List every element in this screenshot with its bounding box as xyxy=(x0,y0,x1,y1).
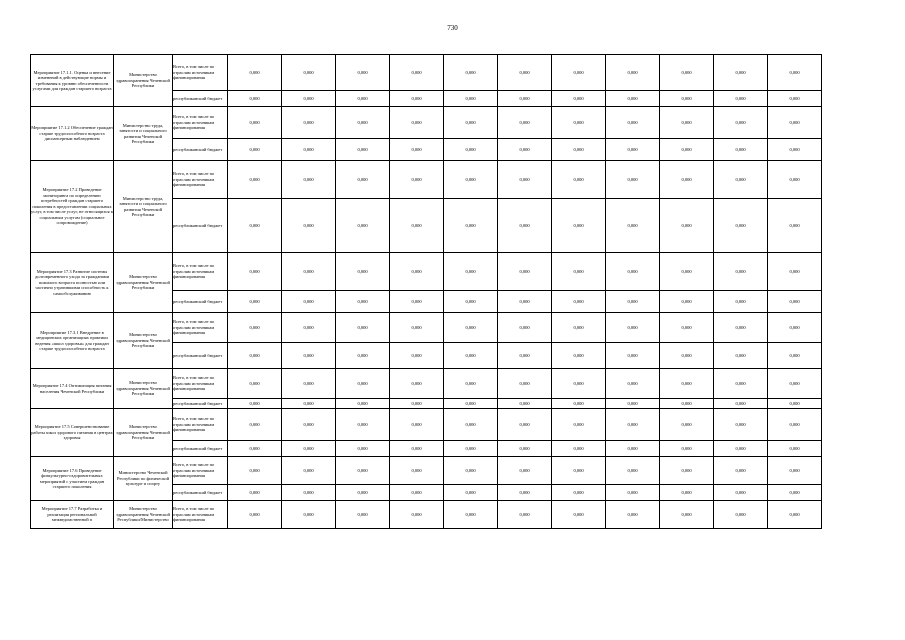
value-cell: 0,000 xyxy=(390,55,444,91)
value-cell: 0,000 xyxy=(552,291,606,313)
value-cell: 0,000 xyxy=(336,291,390,313)
value-cell: 0,000 xyxy=(660,291,714,313)
value-cell: 0,000 xyxy=(606,399,660,409)
value-cell: 0,000 xyxy=(660,139,714,161)
value-cell: 0,000 xyxy=(660,441,714,457)
executor-cell: Министерство Чеченской Республики по физической культуре и спорту xyxy=(114,457,173,501)
value-cell: 0,000 xyxy=(228,457,282,485)
value-cell: 0,000 xyxy=(390,501,444,529)
value-cell: 0,000 xyxy=(336,485,390,501)
budget-table xyxy=(30,54,822,529)
value-cell: 0,000 xyxy=(390,399,444,409)
value-cell: 0,000 xyxy=(606,107,660,139)
value-cell: 0,000 xyxy=(714,291,768,313)
value-cell: 0,000 xyxy=(606,343,660,369)
value-cell: 0,000 xyxy=(390,91,444,107)
executor-cell: Министерство здравоохранения Чеченской Республики xyxy=(114,313,173,369)
source-total-cell: Всего, в том числе по отраслям источникам финансирования xyxy=(173,107,228,139)
value-cell: 0,000 xyxy=(552,139,606,161)
value-cell: 0,000 xyxy=(498,369,552,399)
value-cell: 0,000 xyxy=(498,199,552,253)
value-cell: 0,000 xyxy=(390,313,444,343)
value-cell: 0,000 xyxy=(660,399,714,409)
source-total-cell: Всего, в том числе по отраслям источникам финансирования xyxy=(173,55,228,91)
table-row xyxy=(31,253,822,291)
value-cell: 0,000 xyxy=(552,409,606,441)
executor-cell: Министерство здравоохранения Чеченской Республики xyxy=(114,253,173,313)
value-cell: 0,000 xyxy=(714,161,768,199)
source-republic-cell: республиканский бюджет xyxy=(173,441,228,457)
value-cell: 0,000 xyxy=(336,313,390,343)
value-cell: 0,000 xyxy=(228,91,282,107)
value-cell: 0,000 xyxy=(606,161,660,199)
value-cell: 0,000 xyxy=(228,139,282,161)
value-cell: 0,000 xyxy=(390,485,444,501)
value-cell: 0,000 xyxy=(444,253,498,291)
table-row xyxy=(31,369,822,399)
source-republic-cell: республиканский бюджет xyxy=(173,199,228,253)
value-cell: 0,000 xyxy=(228,485,282,501)
executor-cell: Министерство здравоохранения Чеченской Республики xyxy=(114,55,173,107)
value-cell: 0,000 xyxy=(606,313,660,343)
value-cell: 0,000 xyxy=(768,55,822,91)
value-cell: 0,000 xyxy=(444,457,498,485)
value-cell: 0,000 xyxy=(498,291,552,313)
value-cell: 0,000 xyxy=(714,399,768,409)
value-cell: 0,000 xyxy=(606,139,660,161)
table-row xyxy=(31,161,822,199)
value-cell: 0,000 xyxy=(498,441,552,457)
value-cell: 0,000 xyxy=(336,409,390,441)
value-cell: 0,000 xyxy=(282,485,336,501)
value-cell: 0,000 xyxy=(768,485,822,501)
value-cell: 0,000 xyxy=(498,409,552,441)
value-cell: 0,000 xyxy=(444,501,498,529)
value-cell: 0,000 xyxy=(552,313,606,343)
value-cell: 0,000 xyxy=(714,139,768,161)
table-row xyxy=(31,313,822,343)
value-cell: 0,000 xyxy=(282,139,336,161)
value-cell: 0,000 xyxy=(552,253,606,291)
value-cell: 0,000 xyxy=(444,199,498,253)
value-cell: 0,000 xyxy=(714,107,768,139)
source-total-cell: Всего, в том числе по отраслям источникам финансирования xyxy=(173,313,228,343)
value-cell: 0,000 xyxy=(552,199,606,253)
value-cell: 0,000 xyxy=(444,55,498,91)
value-cell: 0,000 xyxy=(714,409,768,441)
value-cell: 0,000 xyxy=(390,253,444,291)
value-cell: 0,000 xyxy=(714,253,768,291)
value-cell: 0,000 xyxy=(498,485,552,501)
value-cell: 0,000 xyxy=(660,343,714,369)
value-cell: 0,000 xyxy=(282,399,336,409)
value-cell: 0,000 xyxy=(498,253,552,291)
source-total-cell: Всего, в том числе по отраслям источникам финансирования xyxy=(173,253,228,291)
value-cell: 0,000 xyxy=(444,409,498,441)
value-cell: 0,000 xyxy=(552,501,606,529)
value-cell: 0,000 xyxy=(498,91,552,107)
value-cell: 0,000 xyxy=(606,253,660,291)
value-cell: 0,000 xyxy=(606,291,660,313)
value-cell: 0,000 xyxy=(228,199,282,253)
value-cell: 0,000 xyxy=(282,501,336,529)
value-cell: 0,000 xyxy=(444,369,498,399)
value-cell: 0,000 xyxy=(282,457,336,485)
value-cell: 0,000 xyxy=(228,409,282,441)
value-cell: 0,000 xyxy=(228,399,282,409)
value-cell: 0,000 xyxy=(390,457,444,485)
value-cell: 0,000 xyxy=(714,55,768,91)
value-cell: 0,000 xyxy=(228,55,282,91)
value-cell: 0,000 xyxy=(228,369,282,399)
source-total-cell: Всего, в том числе по отраслям источникам финансирования xyxy=(173,457,228,485)
value-cell: 0,000 xyxy=(552,91,606,107)
measure-cell: Мероприятие 17.1.1. Оценка и внесение изменений в действующие нормы и требования к уровню обеспеченности услугами для граждан старшего возраста xyxy=(31,55,114,107)
value-cell: 0,000 xyxy=(606,441,660,457)
value-cell: 0,000 xyxy=(714,199,768,253)
value-cell: 0,000 xyxy=(390,441,444,457)
value-cell: 0,000 xyxy=(498,399,552,409)
value-cell: 0,000 xyxy=(390,291,444,313)
value-cell: 0,000 xyxy=(768,199,822,253)
value-cell: 0,000 xyxy=(282,441,336,457)
executor-cell: Министерство труда, занятости и социального развития Чеченской Республики xyxy=(114,161,173,253)
source-republic-cell: республиканский бюджет xyxy=(173,399,228,409)
measure-cell: Мероприятие 17.2 Проведение мониторинга по определению потребностей граждан старшего поколения в предоставлении социальных услуг, в том числе услуг, не относящихся к социальным услугам (социальное сопровождение) xyxy=(31,161,114,253)
value-cell: 0,000 xyxy=(282,313,336,343)
measure-cell: Мероприятие 17.5 Совершенствование работы школ здорового питания в центрах здоровья xyxy=(31,409,114,457)
value-cell: 0,000 xyxy=(606,369,660,399)
value-cell: 0,000 xyxy=(552,369,606,399)
source-total-cell: Всего, в том числе по отраслям источникам финансирования xyxy=(173,409,228,441)
value-cell: 0,000 xyxy=(444,107,498,139)
source-republic-cell: республиканский бюджет xyxy=(173,291,228,313)
value-cell: 0,000 xyxy=(498,343,552,369)
value-cell: 0,000 xyxy=(282,369,336,399)
value-cell: 0,000 xyxy=(660,161,714,199)
value-cell: 0,000 xyxy=(444,485,498,501)
value-cell: 0,000 xyxy=(660,91,714,107)
value-cell: 0,000 xyxy=(552,457,606,485)
value-cell: 0,000 xyxy=(552,107,606,139)
table-row xyxy=(31,107,822,139)
source-total-cell: Всего, в том числе по отраслям источникам финансирования xyxy=(173,369,228,399)
measure-cell: Мероприятие 17.3 Развитие системы долговременного ухода за гражданами пожилого возраста полностью или частично утратившими способность к самообслуживанию xyxy=(31,253,114,313)
table-row xyxy=(31,55,822,91)
source-total-cell: Всего, в том числе по отраслям источникам финансирования xyxy=(173,161,228,199)
value-cell: 0,000 xyxy=(606,91,660,107)
measure-cell: Мероприятие 17.1.2 Обеспечение граждан старше трудоспособного возраста диспансерным наблюдением xyxy=(31,107,114,161)
value-cell: 0,000 xyxy=(768,91,822,107)
value-cell: 0,000 xyxy=(768,253,822,291)
value-cell: 0,000 xyxy=(606,55,660,91)
source-republic-cell: республиканский бюджет xyxy=(173,485,228,501)
value-cell: 0,000 xyxy=(660,457,714,485)
table-row xyxy=(31,501,822,529)
value-cell: 0,000 xyxy=(444,343,498,369)
value-cell: 0,000 xyxy=(336,199,390,253)
value-cell: 0,000 xyxy=(498,457,552,485)
value-cell: 0,000 xyxy=(336,369,390,399)
source-total-cell: Всего, в том числе по отраслям источникам финансирования xyxy=(173,501,228,529)
table-row xyxy=(31,409,822,441)
table-row xyxy=(31,457,822,485)
value-cell: 0,000 xyxy=(336,343,390,369)
value-cell: 0,000 xyxy=(660,253,714,291)
value-cell: 0,000 xyxy=(228,253,282,291)
value-cell: 0,000 xyxy=(660,485,714,501)
value-cell: 0,000 xyxy=(390,343,444,369)
value-cell: 0,000 xyxy=(498,501,552,529)
value-cell: 0,000 xyxy=(336,253,390,291)
value-cell: 0,000 xyxy=(552,485,606,501)
value-cell: 0,000 xyxy=(606,457,660,485)
value-cell: 0,000 xyxy=(282,91,336,107)
value-cell: 0,000 xyxy=(768,343,822,369)
value-cell: 0,000 xyxy=(660,501,714,529)
value-cell: 0,000 xyxy=(444,139,498,161)
value-cell: 0,000 xyxy=(552,161,606,199)
measure-cell: Мероприятие 17.3.1 Внедрение в медицинских организациях практики ведения «школ здоровья» для граждан старше трудоспособного возраста xyxy=(31,313,114,369)
value-cell: 0,000 xyxy=(228,501,282,529)
value-cell: 0,000 xyxy=(768,161,822,199)
executor-cell: Министерство здравоохранения Чеченской Республики xyxy=(114,409,173,457)
value-cell: 0,000 xyxy=(228,343,282,369)
source-republic-cell: республиканский бюджет xyxy=(173,343,228,369)
value-cell: 0,000 xyxy=(228,313,282,343)
page-number: 730 xyxy=(447,24,458,32)
value-cell: 0,000 xyxy=(444,91,498,107)
value-cell: 0,000 xyxy=(714,91,768,107)
value-cell: 0,000 xyxy=(444,313,498,343)
value-cell: 0,000 xyxy=(606,501,660,529)
executor-cell: Министерство здравоохранения Чеченской Республики/Министерство xyxy=(114,501,173,529)
value-cell: 0,000 xyxy=(228,291,282,313)
value-cell: 0,000 xyxy=(282,409,336,441)
value-cell: 0,000 xyxy=(552,441,606,457)
value-cell: 0,000 xyxy=(660,107,714,139)
value-cell: 0,000 xyxy=(390,107,444,139)
value-cell: 0,000 xyxy=(282,253,336,291)
value-cell: 0,000 xyxy=(714,485,768,501)
value-cell: 0,000 xyxy=(768,107,822,139)
value-cell: 0,000 xyxy=(768,369,822,399)
value-cell: 0,000 xyxy=(336,161,390,199)
value-cell: 0,000 xyxy=(282,161,336,199)
value-cell: 0,000 xyxy=(336,457,390,485)
value-cell: 0,000 xyxy=(606,485,660,501)
value-cell: 0,000 xyxy=(282,343,336,369)
value-cell: 0,000 xyxy=(498,107,552,139)
source-republic-cell: республиканский бюджет xyxy=(173,91,228,107)
value-cell: 0,000 xyxy=(282,55,336,91)
value-cell: 0,000 xyxy=(552,343,606,369)
value-cell: 0,000 xyxy=(498,161,552,199)
value-cell: 0,000 xyxy=(768,291,822,313)
value-cell: 0,000 xyxy=(552,55,606,91)
value-cell: 0,000 xyxy=(768,399,822,409)
value-cell: 0,000 xyxy=(498,55,552,91)
value-cell: 0,000 xyxy=(714,343,768,369)
value-cell: 0,000 xyxy=(444,399,498,409)
value-cell: 0,000 xyxy=(606,409,660,441)
value-cell: 0,000 xyxy=(768,139,822,161)
value-cell: 0,000 xyxy=(336,399,390,409)
value-cell: 0,000 xyxy=(444,161,498,199)
value-cell: 0,000 xyxy=(768,409,822,441)
value-cell: 0,000 xyxy=(714,313,768,343)
value-cell: 0,000 xyxy=(660,369,714,399)
value-cell: 0,000 xyxy=(282,107,336,139)
value-cell: 0,000 xyxy=(390,409,444,441)
value-cell: 0,000 xyxy=(660,199,714,253)
value-cell: 0,000 xyxy=(660,55,714,91)
value-cell: 0,000 xyxy=(336,139,390,161)
measure-cell: Мероприятие 17.4 Оптимизация питания населения Чеченской Республики xyxy=(31,369,114,409)
value-cell: 0,000 xyxy=(714,369,768,399)
value-cell: 0,000 xyxy=(390,369,444,399)
executor-cell: Министерство труда, занятости и социального развития Чеченской Республики xyxy=(114,107,173,161)
value-cell: 0,000 xyxy=(228,161,282,199)
value-cell: 0,000 xyxy=(768,441,822,457)
measure-cell: Мероприятие 17.7 Разработка и реализация региональной межведомственной п xyxy=(31,501,114,529)
source-republic-cell: республиканский бюджет xyxy=(173,139,228,161)
value-cell: 0,000 xyxy=(498,139,552,161)
value-cell: 0,000 xyxy=(282,199,336,253)
value-cell: 0,000 xyxy=(714,441,768,457)
value-cell: 0,000 xyxy=(228,107,282,139)
value-cell: 0,000 xyxy=(336,91,390,107)
value-cell: 0,000 xyxy=(768,457,822,485)
value-cell: 0,000 xyxy=(552,399,606,409)
value-cell: 0,000 xyxy=(714,457,768,485)
measure-cell: Мероприятие 17.6 Проведение физкультурно-оздоровительных мероприятий с участием граждан старшего поколения xyxy=(31,457,114,501)
value-cell: 0,000 xyxy=(606,199,660,253)
value-cell: 0,000 xyxy=(498,313,552,343)
value-cell: 0,000 xyxy=(336,501,390,529)
value-cell: 0,000 xyxy=(444,441,498,457)
value-cell: 0,000 xyxy=(444,291,498,313)
value-cell: 0,000 xyxy=(660,409,714,441)
value-cell: 0,000 xyxy=(390,161,444,199)
value-cell: 0,000 xyxy=(336,441,390,457)
value-cell: 0,000 xyxy=(714,501,768,529)
value-cell: 0,000 xyxy=(336,55,390,91)
value-cell: 0,000 xyxy=(390,139,444,161)
value-cell: 0,000 xyxy=(768,313,822,343)
value-cell: 0,000 xyxy=(660,313,714,343)
value-cell: 0,000 xyxy=(336,107,390,139)
value-cell: 0,000 xyxy=(228,441,282,457)
value-cell: 0,000 xyxy=(768,501,822,529)
value-cell: 0,000 xyxy=(282,291,336,313)
executor-cell: Министерство здравоохранения Чеченской Республики xyxy=(114,369,173,409)
value-cell: 0,000 xyxy=(390,199,444,253)
